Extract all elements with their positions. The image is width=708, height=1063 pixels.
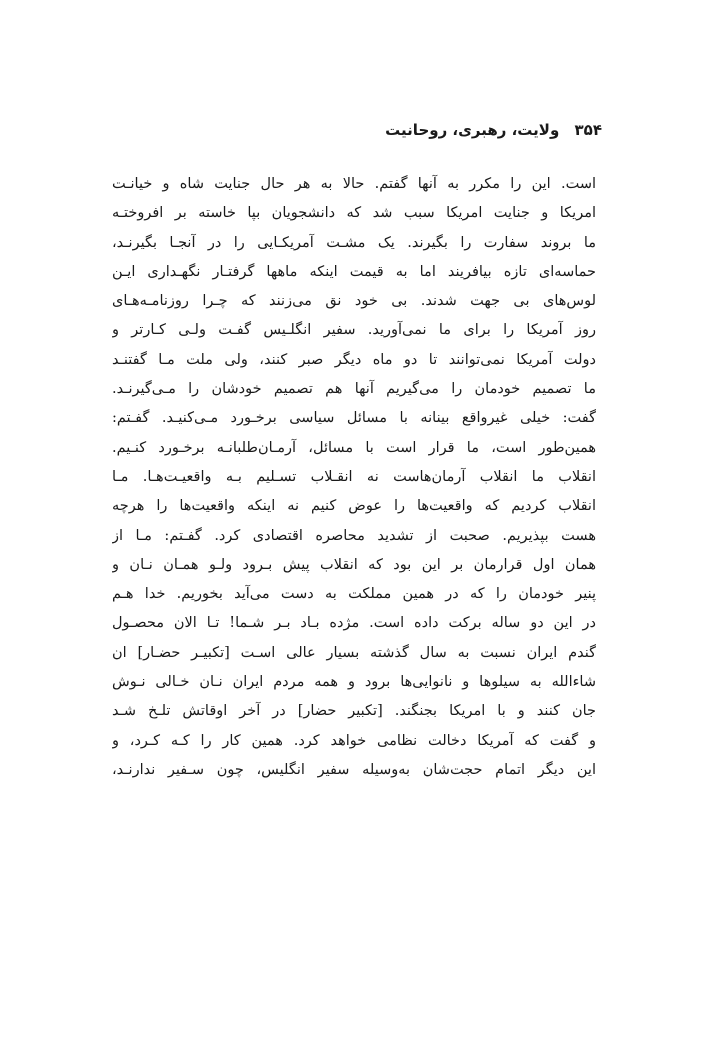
text-line: ما بروند سفارت را بگیرند. یک مشـت آمریکـایی را در آنجـا بگیرنـد، [112,234,596,251]
text-line: جان کنند و با امریکا بجنگند. [تکبیر حضار] در آخر اوقاتش تلـخ شـد [112,703,596,720]
text-line: همین‌طور است، ما قرار است با مسائل، آرمـان‌طلبانـه برخـورد کنـیم. [112,439,596,456]
running-title: ولایت، رهبری، روحانیت [385,121,560,139]
text-line: گفت: خیلی غیرواقع بینانه با مسائل سیاسی برخـورد مـی‌کنیـد. گفـتم: [112,410,596,427]
text-line: دولت آمریکا نمی‌توانند تا دو ماه دیگر صبر کنند، ولی ملت مـا گفتنـد [112,351,596,368]
text-line: در این دو ساله برکت داده است. مژده بـاد بـر شـما! تـا الان محصـول [112,615,596,632]
text-line: این دیگر اتمام حجت‌شان به‌وسیله سفیر انگلیس، چون سـفیر ندارنـد، [112,761,596,778]
text-line: انقلاب ما انقلاب آرمان‌هاست نه انقـلاب تسـلیم بـه واقعیـت‌هـا. مـا [112,468,596,485]
text-line: روز آمریکا را برای ما نمی‌آورید. سفیر انگلـیس گفـت ولـی کـارتر و [112,322,596,339]
text-line: هست بپذیریم. صحبت از تشدید محاصره اقتصادی کرد. گفـتم: مـا از [112,527,596,544]
page-number: ۳۵۴ [574,121,602,139]
text-line: پنیر خودمان را که در همین مملکت به دست می‌آید بخوریم. خدا هـم [112,586,596,603]
text-line: همان اول قرارمان بر این بود که انقلاب پیش بـرود ولـو همـان نـان و [112,556,596,573]
text-line: حماسه‌ای تازه بیافریند اما به قیمت اینکه ماهها گرفتـار نگهـداری ایـن [112,263,596,280]
body-text [112,170,596,785]
text-line: ما تصمیم خودمان را می‌گیریم آنها هم تصمیم خودشان را مـی‌گیرنـد. [112,381,596,398]
running-head [385,120,602,140]
text-line: امریکا و جنایت امریکا سبب شد که دانشجویان بپا خاسته بر افروختـه [112,205,596,222]
text-line: انقلاب کردیم که واقعیت‌ها را عوض کنیم نه اینکه واقعیت‌ها را هرچه [112,498,596,515]
text-line: لوس‌های بی جهت شدند. بی خود نق می‌زنند که چـرا روزنامـه‌هـای [112,293,596,310]
text-line: گندم ایران نسبت به سال گذشته بسیار عالی اسـت [تکبیـر حضـار] ان [112,644,596,661]
text-line: شاءالله به سیلوها و نانوایی‌ها برود و همه مردم ایران نـان خـالی نـوش [112,674,596,691]
text-line: و گفت که آمریکا دخالت نظامی خواهد کرد. همین کار را کـه کـرد، و [112,732,596,749]
text-line: است. این را مکرر به آنها گفتم. حالا به هر حال جنایت شاه و خیانـت [112,176,596,192]
